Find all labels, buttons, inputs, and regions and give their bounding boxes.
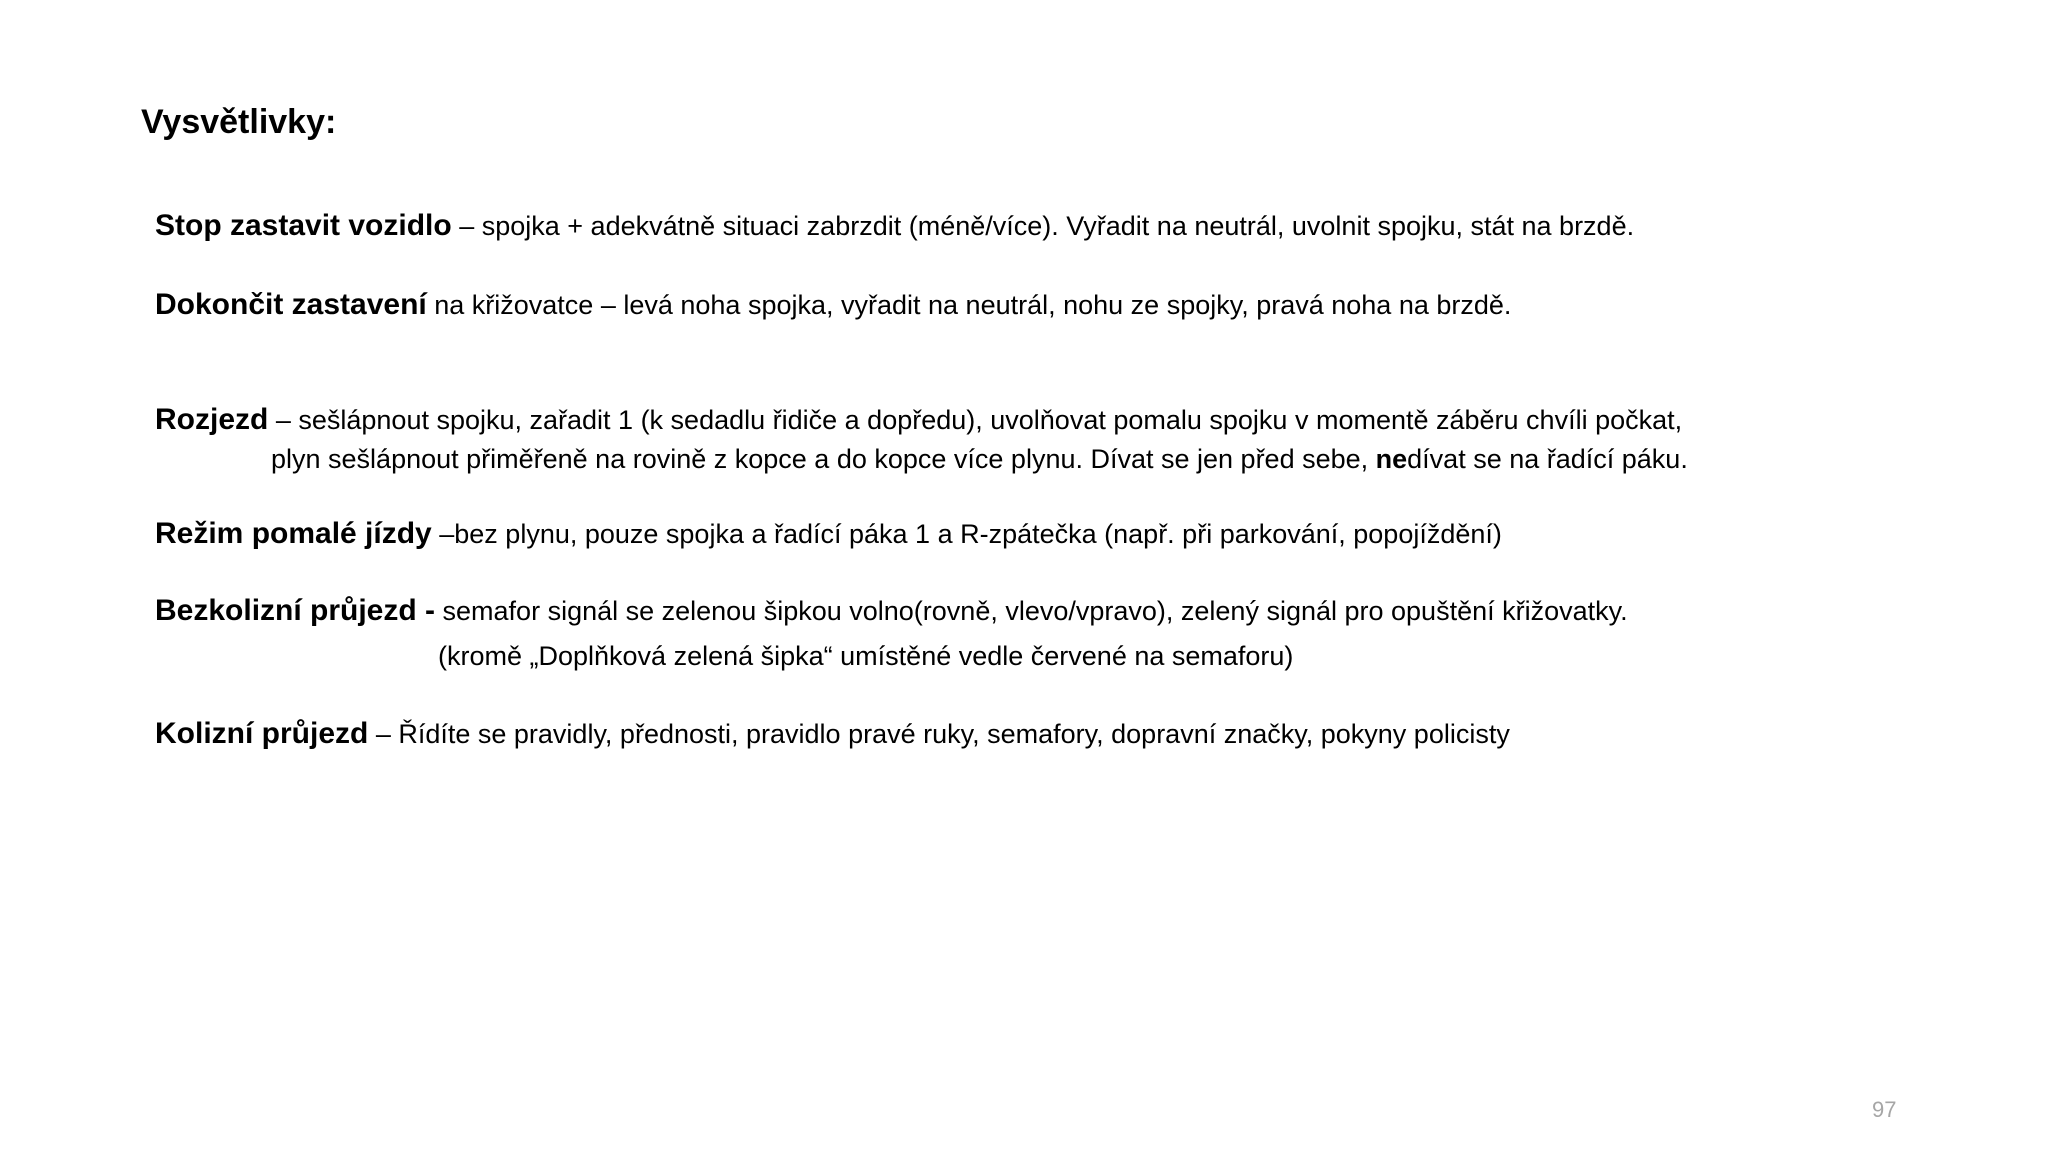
item-dokoncit-zastaveni	[155, 287, 1511, 323]
page-number: 97	[1872, 1097, 1897, 1122]
item-term: Bezkolizní průjezd -	[155, 594, 436, 627]
item-emphasis: ne	[1375, 444, 1408, 474]
item-bezkolizni-prujezd	[155, 593, 1628, 629]
item-bezkolizni-prujezd-note: (kromě „Doplňková zelená šipka“ umístěné vedle červené na semaforu)	[438, 641, 1294, 671]
item-term: Režim pomalé jízdy	[155, 517, 432, 550]
item-text: dívat se na řadící páku.	[1407, 444, 1688, 474]
item-term: Kolizní průjezd	[155, 717, 369, 750]
item-term: Rozjezd	[155, 403, 269, 436]
item-text: – sešlápnout spojku, zařadit 1 (k sedadlu řidiče a dopředu), uvolňovat pomalu spojku v momentě záběru chvíli počkat,	[268, 405, 1683, 435]
item-text: semafor signál se zelenou šipkou volno(rovně, vlevo/vpravo), zelený signál pro opuštění křižovatky.	[435, 596, 1628, 626]
item-term: Dokončit zastavení	[155, 288, 427, 321]
item-rozjezd-continuation	[271, 441, 1688, 477]
item-rozjezd	[155, 402, 1682, 438]
item-text: – Řídíte se pravidly, přednosti, pravidlo pravé ruky, semafory, dopravní značky, pokyny policisty	[368, 719, 1510, 749]
item-text: – spojka + adekvátně situaci zabrzdit (méně/více). Vyřadit na neutrál, uvolnit spojku, stát na brzdě.	[451, 211, 1635, 241]
item-stop	[155, 208, 1634, 244]
item-term: Stop zastavit vozidlo	[155, 209, 452, 242]
item-text: plyn sešlápnout přiměřeně na rovině z kopce a do kopce více plynu. Dívat se jen před sebe,	[271, 444, 1376, 474]
item-text: –bez plynu, pouze spojka a řadící páka 1 a R-zpátečka (např. při parkování, popojíždění)	[431, 519, 1502, 549]
item-kolizni-prujezd	[155, 716, 1510, 752]
item-rezim-pomale-jizdy	[155, 516, 1502, 552]
item-text: na křižovatce – levá noha spojka, vyřadit na neutrál, nohu ze spojky, pravá noha na brzdě.	[426, 290, 1512, 320]
slide-title: Vysvětlivky:	[141, 103, 337, 141]
